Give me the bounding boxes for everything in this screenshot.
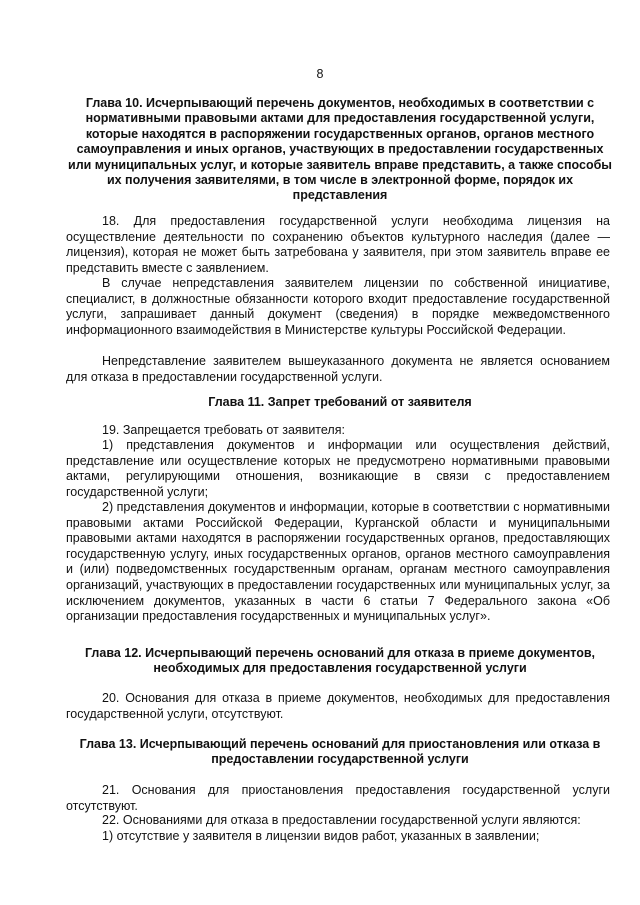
paragraph-19: 19. Запрещается требовать от заявителя: [102,423,345,437]
paragraph-18: 18. Для предоставления государственной услуги необходима лицензия на осуществление деятельности по сохранению объектов культурного наследия (далее — лицензия), которая не может быть затребована у заявителя, при этом заявитель вправе ее представить вместе с заявлением. [66,214,610,275]
chapter-10-heading: Глава 10. Исчерпывающий перечень документов, необходимых в соответствии с нормативными правовыми актами для предоставления государственной услуги, которые находятся в распоряжении государственных органов, органов местного самоуправления и иных органов, участвующих в предоставлении государственных или муниципальных услуг, и которые заявитель вправе представить, а также способы их получения заявителями, в том числе в электронной форме, порядок их представления [68,96,612,203]
chapter-13-heading: Глава 13. Исчерпывающий перечень оснований для приостановления или отказа в предоставлении государственной услуги [79,737,601,767]
paragraph-20: 20. Основания для отказа в приеме документов, необходимых для предоставления государственной услуги, отсутствуют. [66,691,610,721]
paragraph-19-item-2: 2) представления документов и информации, которые в соответствии с нормативными правовыми актами Российской Федерации, Курганской области и муниципальными правовыми актами находятся в распоряжении государственных органов, предоставляющих государственную услугу, иных государственных органов, органов местного самоуправления и (или) подведомственных государственным органам, органам местного самоуправления организаций, участвующих в предоставлении государственных или муниципальных услуг, за исключением документов, указанных в части 6 статьи 7 Федерального закона «Об организации предоставления государственных и муниципальных услуг». [66,500,610,624]
paragraph-22: 22. Основаниями для отказа в предоставлении государственной услуги являются: [102,813,581,827]
paragraph-21: 21. Основания для приостановления предоставления государственной услуги отсутствуют. [66,783,610,813]
page-number: 8 [316,67,324,81]
paragraph-19-item-1: 1) представления документов и информации или осуществления действий, представление или осуществление которых не предусмотрено нормативными правовыми актами, регулирующими отношения, возникающие в связи с предоставлением государственной услуги; [66,438,610,499]
paragraph-22-item-1: 1) отсутствие у заявителя в лицензии видов работ, указанных в заявлении; [102,829,540,843]
paragraph-18-final: Непредставление заявителем вышеуказанного документа не является основанием для отказа в предоставлении государственной услуги. [66,354,610,384]
chapter-11-heading: Глава 11. Запрет требований от заявителя [208,395,472,409]
paragraph-18-continuation: В случае непредставления заявителем лицензии по собственной инициативе, специалист, в должностные обязанности которого входит предоставление государственной услуги, запрашивает данный документ (сведения) в порядке межведомственного информационного взаимодействия в Министерстве культуры Российской Федерации. [66,276,610,337]
chapter-12-heading: Глава 12. Исчерпывающий перечень оснований для отказа в приеме документов, необходимых для предоставления государственной услуги [84,646,596,676]
